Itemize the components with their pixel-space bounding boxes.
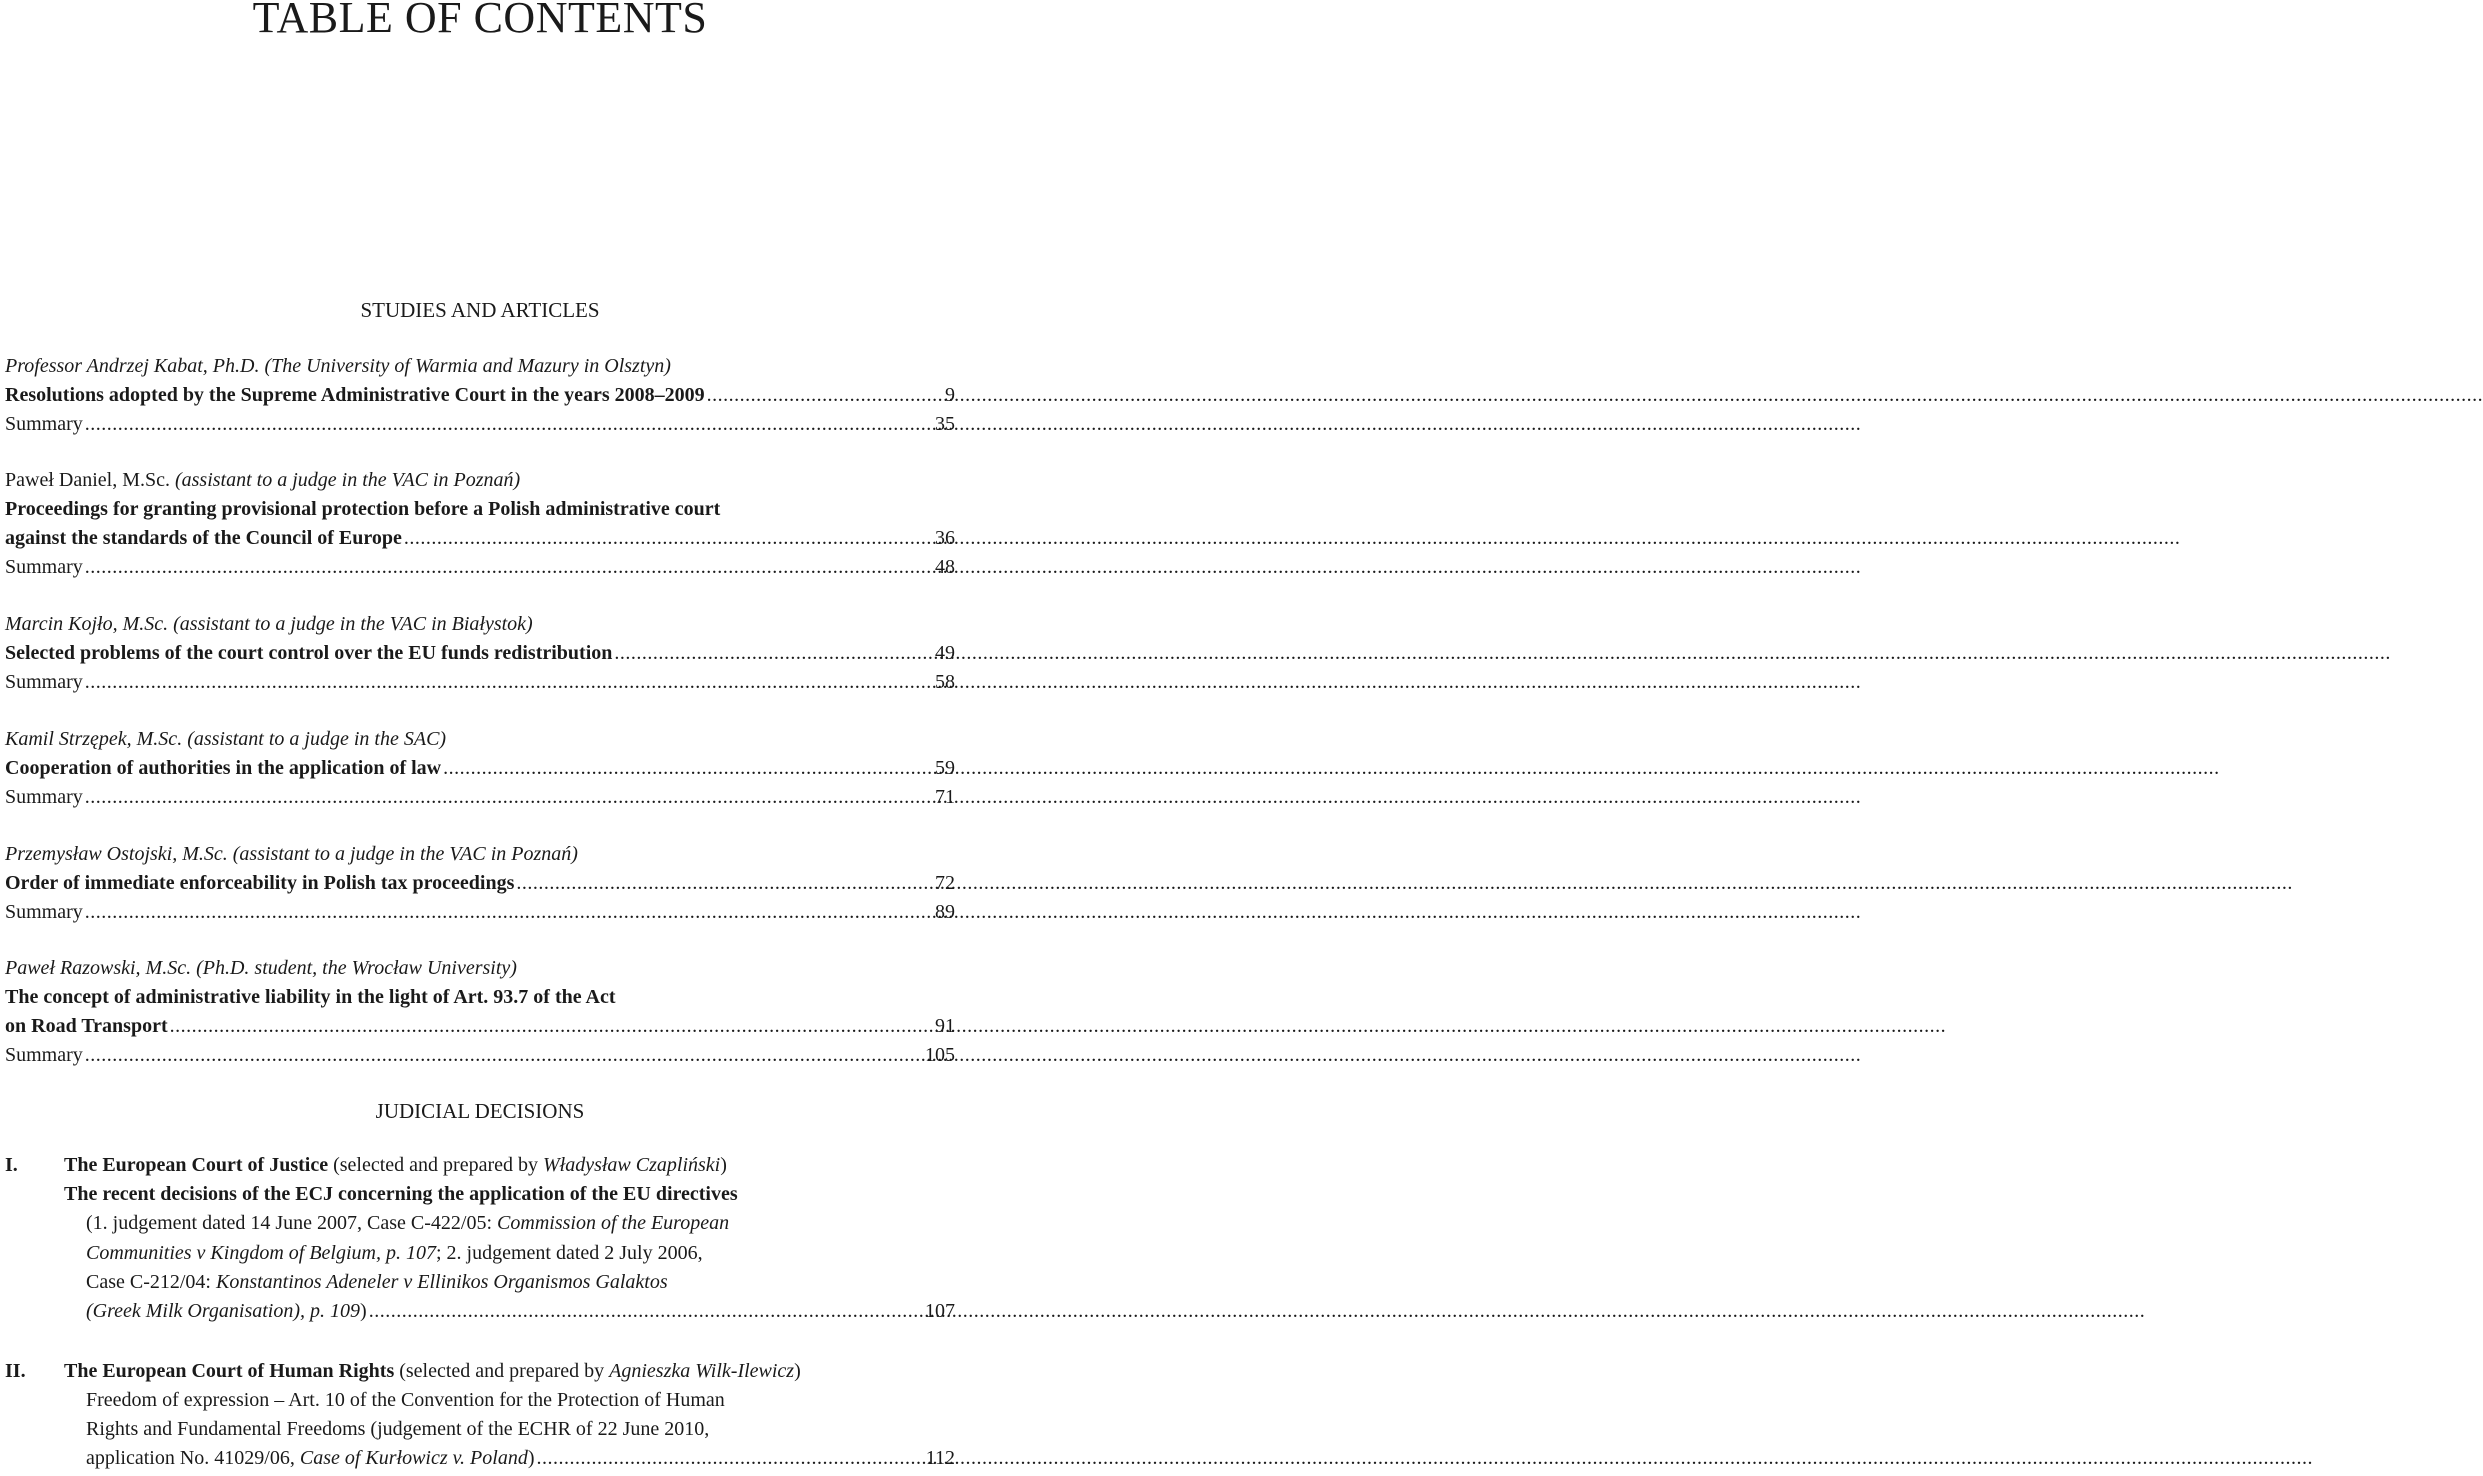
decision-2-page: 112 — [925, 1447, 955, 1469]
detail-text: (1. judgement dated 14 June 2007, Case C-422/05: — [86, 1212, 493, 1234]
dot-leader — [614, 638, 927, 668]
article-4-title: Cooperation of authorities in the application of law — [5, 757, 442, 779]
article-6-author: Paweł Razowski, M.Sc. (Ph.D. student, the Wrocław University) — [5, 957, 517, 979]
case-name: Communities v Kingdom of Belgium, p. 107 — [86, 1242, 436, 1264]
article-4-summary[interactable] — [5, 782, 955, 812]
dot-leader — [85, 667, 927, 697]
decision-1-header — [64, 1150, 955, 1180]
section-heading-judicial: JUDICIAL DECISIONS — [375, 1099, 585, 1123]
summary-page: 35 — [935, 413, 955, 435]
dot-leader — [85, 409, 927, 439]
detail-text: ) — [360, 1300, 367, 1322]
decision-1-detail-line-2 — [86, 1238, 955, 1268]
article-6-title-line-1: The concept of administrative liability in the light of Art. 93.7 of the Act — [5, 986, 616, 1008]
article-1-author: Professor Andrzej Kabat, Ph.D. (The University of Warmia and Mazury in Olsztyn) — [5, 355, 671, 377]
article-5-author: Przemysław Ostojski, M.Sc. (assistant to a judge in the VAC in Poznań) — [5, 843, 578, 865]
dot-leader — [707, 380, 937, 410]
detail-text: Case C-212/04: — [86, 1271, 211, 1293]
article-2-author-name: Paweł Daniel, M.Sc. — [5, 469, 170, 491]
decision-1-numeral: I. — [5, 1154, 18, 1176]
article-6-summary[interactable] — [5, 1040, 955, 1070]
decision-1-detail-line-1 — [86, 1208, 955, 1238]
decision-2-detail-line-1: Freedom of expression – Art. 10 of the Convention for the Protection of Human — [86, 1389, 725, 1411]
dot-leader — [85, 897, 927, 927]
case-name: Commission of the European — [497, 1212, 730, 1234]
decision-2-preparer: Agnieszka Wilk-Ilewicz — [609, 1360, 795, 1382]
dot-leader — [404, 523, 927, 553]
dot-leader — [537, 1443, 918, 1473]
article-2-title-line-1: Proceedings for granting provisional protection before a Polish administrative court — [5, 498, 721, 520]
detail-text: application No. 41029/06, — [86, 1447, 295, 1469]
decision-2-entry[interactable] — [86, 1443, 955, 1473]
article-2-summary[interactable] — [5, 552, 955, 582]
summary-page: 89 — [935, 901, 955, 923]
article-5-entry[interactable] — [5, 868, 955, 898]
decision-1-detail-line-3 — [86, 1267, 955, 1297]
article-3-entry[interactable] — [5, 638, 955, 668]
article-5-page: 72 — [935, 872, 955, 894]
summary-page: 48 — [935, 556, 955, 578]
decision-1-prep-prefix: (selected and prepared by — [333, 1154, 538, 1176]
decision-2-court: The European Court of Human Rights — [64, 1360, 395, 1382]
case-name: (Greek Milk Organisation), p. 109 — [86, 1300, 361, 1322]
section-heading-studies: STUDIES AND ARTICLES — [360, 298, 600, 322]
summary-label: Summary — [5, 556, 83, 578]
decision-1-detail-line-4 — [86, 1296, 367, 1326]
decision-2-detail-line-3 — [86, 1443, 535, 1473]
decision-1-entry[interactable] — [86, 1296, 955, 1326]
summary-label: Summary — [5, 901, 83, 923]
article-2-page: 36 — [935, 527, 955, 549]
article-1-entry[interactable] — [5, 380, 955, 410]
dot-leader — [516, 868, 927, 898]
summary-page: 58 — [935, 671, 955, 693]
article-1-summary[interactable] — [5, 409, 955, 439]
summary-label: Summary — [5, 413, 83, 435]
decision-1-court: The European Court of Justice — [64, 1154, 329, 1176]
article-1-page: 9 — [945, 384, 955, 406]
case-name: Konstantinos Adeneler v Ellinikos Organismos Galaktos — [216, 1271, 668, 1293]
article-3-author: Marcin Kojło, M.Sc. (assistant to a judge in the VAC in Białystok) — [5, 613, 533, 635]
article-4-page: 59 — [935, 757, 955, 779]
dot-leader — [170, 1011, 927, 1041]
article-3-page: 49 — [935, 642, 955, 664]
decision-1-preparer: Władysław Czapliński — [543, 1154, 721, 1176]
article-2-title-line-2: against the standards of the Council of Europe — [5, 527, 402, 549]
article-2-entry[interactable] — [5, 523, 955, 553]
dot-leader — [85, 782, 927, 812]
dot-leader — [85, 1040, 917, 1070]
decision-1-prep-suffix: ) — [720, 1154, 727, 1176]
decision-1-page: 107 — [925, 1300, 955, 1322]
article-5-title: Order of immediate enforceability in Polish tax proceedings — [5, 872, 515, 894]
summary-page: 105 — [925, 1044, 955, 1066]
article-6-page: 91 — [935, 1015, 955, 1037]
page-title: TABLE OF CONTENTS — [252, 0, 708, 42]
article-3-summary[interactable] — [5, 667, 955, 697]
summary-label: Summary — [5, 1044, 83, 1066]
decision-2-detail-line-2: Rights and Fundamental Freedoms (judgement of the ECHR of 22 June 2010, — [86, 1418, 710, 1440]
summary-label: Summary — [5, 671, 83, 693]
detail-text: ; 2. judgement dated 2 July 2006, — [435, 1242, 703, 1264]
dot-leader — [443, 753, 927, 783]
summary-page: 71 — [935, 786, 955, 808]
article-5-summary[interactable] — [5, 897, 955, 927]
dot-leader — [85, 552, 927, 582]
article-4-entry[interactable] — [5, 753, 955, 783]
case-name: Case of Kurłowicz v. Poland — [299, 1447, 528, 1469]
decision-1-subtitle: The recent decisions of the ECJ concerning the application of the EU directives — [64, 1183, 738, 1205]
article-4-author: Kamil Strzępek, M.Sc. (assistant to a judge in the SAC) — [5, 728, 447, 750]
article-1-title: Resolutions adopted by the Supreme Administrative Court in the years 2008–2009 — [5, 384, 705, 406]
article-6-entry[interactable] — [5, 1011, 955, 1041]
decision-2-header — [64, 1356, 955, 1386]
detail-text: ) — [527, 1447, 535, 1469]
decision-2-prep-suffix: ) — [794, 1360, 801, 1382]
article-2-author — [5, 465, 955, 495]
dot-leader — [369, 1296, 917, 1326]
decision-2-prep-prefix: (selected and prepared by — [399, 1360, 605, 1382]
summary-label: Summary — [5, 786, 83, 808]
article-2-author-note: (assistant to a judge in the VAC in Poznań) — [174, 469, 521, 491]
article-3-title: Selected problems of the court control over the EU funds redistribution — [5, 642, 613, 664]
decision-2-numeral: II. — [5, 1360, 26, 1382]
article-6-title-line-2: on Road Transport — [5, 1015, 168, 1037]
